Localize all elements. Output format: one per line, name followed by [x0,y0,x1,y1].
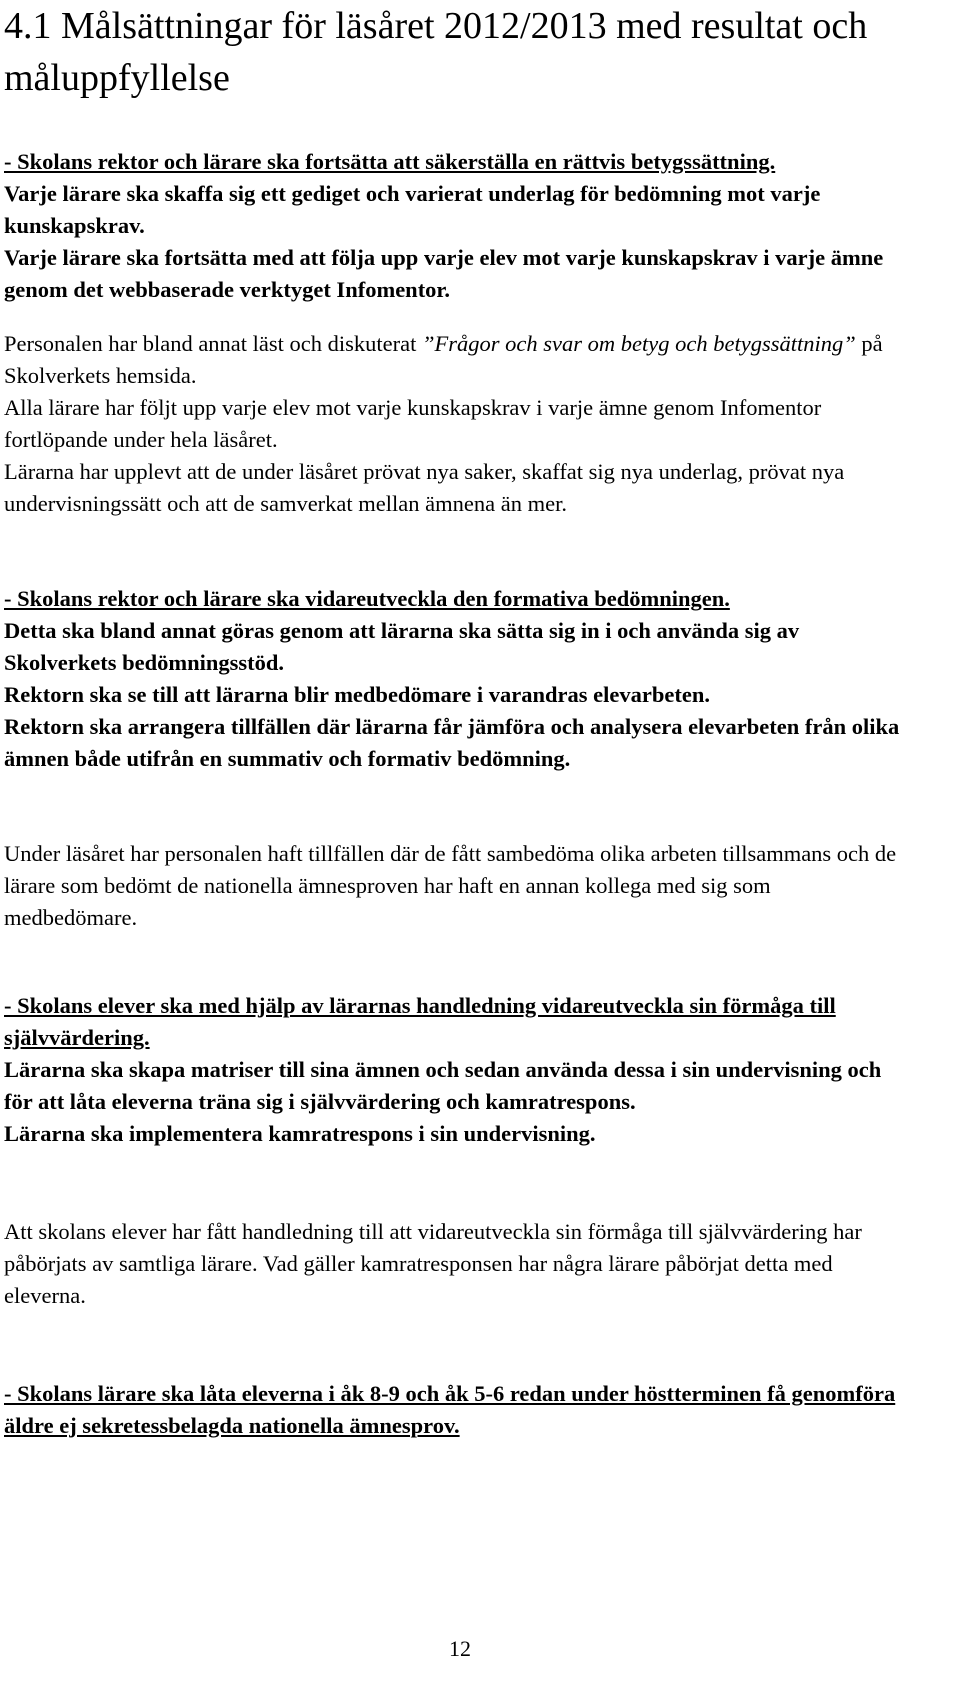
section-2-result [4,838,904,934]
section-4 [4,1378,904,1442]
section-1-results [4,328,904,520]
section-3-result [4,1216,904,1312]
section-2-line: Rektorn ska arrangera tillfällen där lärarna får jämföra och analysera elevarbeten från olika ämnen både utifrån en summativ och formativ bedömning. [4,714,900,771]
section-3-line: Lärarna ska implementera kamratrespons i sin undervisning. [4,1121,596,1146]
section-1-goal: - Skolans rektor och lärare ska fortsätta att säkerställa en rättvis betygssättning. [4,149,776,174]
section-4-goal: - Skolans lärare ska låta eleverna i åk 8-9 och åk 5-6 redan under höstterminen få genomföra äldre ej sekretessbelagda nationella ämnesprov. [4,1381,896,1438]
section-2-result-text: Under läsåret har personalen haft tillfällen där de fått sambedöma olika arbeten tillsammans och de lärare som bedömt de nationella ämnesproven har haft en annan kollega med sig som medbedömare. [4,841,897,930]
section-1-line: Varje lärare ska fortsätta med att följa upp varje elev mot varje kunskapskrav i varje ämne genom det webbaserade verktyget Infomentor. [4,245,884,302]
section-1-result: Lärarna har upplevt att de under läsåret prövat nya saker, skaffat sig nya underlag, prövat nya undervisningssätt och att de samverkat mellan ämnena än mer. [4,459,845,516]
section-1-result: Alla lärare har följt upp varje elev mot varje kunskapskrav i varje ämne genom Infomentor fortlöpande under hela läsåret. [4,395,822,452]
section-2-line: Rektorn ska se till att lärarna blir medbedömare i varandras elevarbeten. [4,682,710,707]
section-3-line: Lärarna ska skapa matriser till sina ämnen och sedan använda dessa i sin undervisning och för att låta eleverna träna sig i självvärdering och kamratrespons. [4,1057,882,1114]
page-heading: 4.1 Målsättningar för läsåret 2012/2013 med resultat och måluppfyllelse [4,5,868,99]
section-1-line: Varje lärare ska skaffa sig ett gediget och varierat underlag för bedömning mot varje kunskapskrav. [4,181,821,238]
section-2-goal: - Skolans rektor och lärare ska vidareutveckla den formativa bedömningen. [4,586,730,611]
page-number: 12 [449,1636,471,1661]
section-3-result-text: Att skolans elever har fått handledning till att vidareutveckla sin förmåga till självvärdering har påbörjats av samtliga lärare. Vad gäller kamratresponsen har några lärare påbörjat detta med eleverna. [4,1219,862,1308]
result-text: Personalen har bland annat läst och diskuterat [4,331,422,356]
section-3 [4,990,904,1150]
publication-title: ”Frågor och svar om betyg och betygssättning” [422,331,856,356]
section-1 [4,146,904,306]
section-2-line: Detta ska bland annat göras genom att lärarna ska sätta sig in i och använda sig av Skolverkets bedömningsstöd. [4,618,800,675]
section-1-result-intro [4,328,904,392]
section-3-goal: - Skolans elever ska med hjälp av lärarnas handledning vidareutveckla sin förmåga till självvärdering. [4,993,836,1050]
section-2 [4,583,904,775]
result-text: på Skolverkets hemsida. [4,331,883,388]
